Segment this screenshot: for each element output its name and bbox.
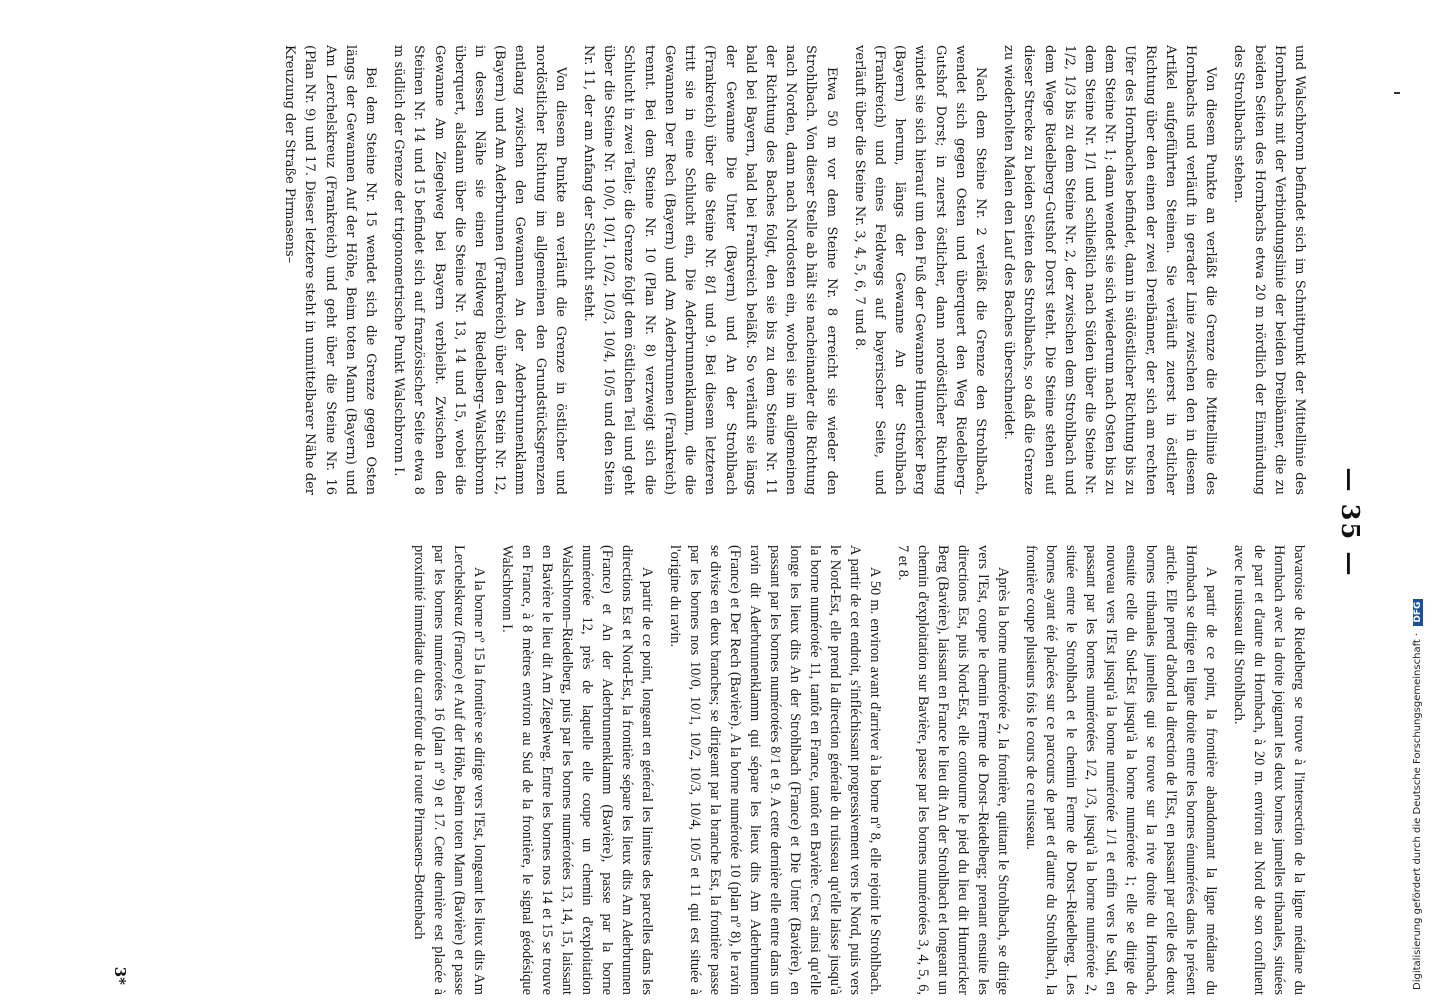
- german-column: [129, 45, 1309, 495]
- digitization-notice-text: Digitalisierung gefördert durch die Deutsche Forschungsgemeinschaft ·: [1412, 632, 1423, 990]
- german-paragraph: Bei dem Steine Nr. 15 wendet sich die Grenze gegen Osten längs der Gewannen Auf der Höhe, Beim toten Mann (Bayern) und Am Lerchelskreuz (Frankreich) und geht über die Steine Nr. 16 (Plan Nr. 9) und 17. Dieser letztere steht in unmittelbarer Nähe der Kreuzung der Straße Pirmasens–: [282, 45, 379, 495]
- french-paragraph: A partir de ce point, longeant en général les limites des parcelles dans les directions Est et Nord-Est, la frontière sépare les lieux dits Am Aderbrunnen (France) et An der Aderbrunnenklamm (Bavière), passe par la borne numérotée 12, près de laquelle elle coupe un chemin d'exploitation Walschbronn–Riedelberg, puis par les bornes numérotées 13, 14, 15, laissant en Bavière le lieu dit Am Ziegelweg. Entre les bornes nos 14 et 15 se trouve en France, à 8 mètres environ au Sud de la frontière, le signal géodésique Walschbronn I.: [499, 545, 655, 995]
- french-paragraph: Après la borne numérotée 2, la frontière, quittant le Strohlbach, se dirige vers l'Est, coupe le chemin Ferme de Dorst–Riedelberg; prenant ensuite les directions Est, puis Nord-Est, elle contourne le pied du lieu dit Humericker Berg (Bavière), laissant en France le lieu dit An der Strohlbach et longeant un chemin d'exploitation sur Bavière, passe par les bornes numérotées 3, 4, 5, 6, 7 et 8.: [895, 545, 1011, 995]
- german-paragraph: Etwa 50 m vor dem Steine Nr. 8 erreicht sie wieder den Strohlbach. Von dieser Stelle ab hält sie nacheinander die Richtung nach Norden, dann nach Nordosten ein, wobei sie im allgemeinen der Richtung des Baches folgt, den sie bis zu dem Steine Nr. 11 bald bei Bayern, bald bei Frankreich beläßt. So verläuft sie längs der Gewanne Die Unter (Bayern) und An der Strohlbach (Frankreich) über die Steine Nr. 8/1 und 9. Bei diesem letzteren tritt sie in eine Schlucht ein, Die Aderbrunnenklamm, die die Gewannen Der Rech (Bayern) und Am Aderbrunnen (Frankreich) trennt. Bei dem Steine Nr. 10 (Plan Nr. 8) verzweigt sich die Schlucht in zwei Teile; die Grenze folgt dem östlichen Teil und geht über die Steine Nr. 10/0, 10/1, 10/2, 10/3, 10/4, 10/5 und den Stein Nr. 11, der am Anfang der Schlucht steht.: [581, 45, 839, 495]
- german-paragraph: Von diesem Punkte an verläuft die Grenze in östlicher und nordöstlicher Richtung im allgemeinen den Grundstücksgrenzen entlang zwischen den Gewannen An der Aderbrunnenklamm (Bayern) und Am Aderbrunnen (Frankreich) über den Stein Nr. 12, in dessen Nähe sie einen Feldweg Riedelberg–Walschbronn überquert, alsdann über die Steine Nr. 13, 14 und 15, wobei die Gewanne Am Ziegelweg bei Bayern verbleibt. Zwischen den Steinen Nr. 14 und 15 befindet sich auf französischer Seite etwa 8 m südlich der Grenze der trigonometrische Punkt Walschbronn I.: [391, 45, 568, 495]
- french-paragraph: A partir de ce point, la frontière abandonnant la ligne médiane du Hornbach se dirige en ligne droite entre les bornes énumérées dans le présent article. Elle prend d'abord la direction de l'Est, en passant par celle des deux bornes tribanales jumelles qui se trouve sur la rive droite du Hornbach, ensuite celle du Sud-Est jusqu'à la borne numérotée 1; elle se dirige de nouveau vers l'Est jusqu'à la borne numérotée 1/1 et enfin vers le Sud, en passant par les bornes numérotées 1/2, 1/3, jusqu'à la borne numérotée 2, située entre le Strohlbach et le chemin Ferme de Dorst–Riedelberg. Les bornes ayant été placées sur ce parcours de part et d'autre du Strohlbach, la frontière coupe plusieurs fois le cours de ce ruisseau.: [1023, 545, 1219, 995]
- rotated-page: [95, 45, 1365, 1000]
- french-paragraph: A 50 m. environ avant d'arriver à la borne nº 8, elle rejoint le Strohlbach. A partir de cet endroit, s'infléchissant progressivement vers le Nord, puis vers le Nord-Est, elle prend la direction générale du ruisseau qu'elle laisse jusqu'à la borne numérotée 11, tantôt en France, tantôt en Bavière. C'est ainsi qu'elle longe les lieux dits An der Strohlbach (France) et Die Unter (Bavière), en passant par les bornes numérotées 8/1 et 9. A cette dernière elle entre dans un ravin dit Aderbrunnenklamm qui sépare les lieux dits Am Aderbrunnen (France) et Der Rech (Bavière). A la borne numérotée 10 (plan nº 8), le ravin se divise en deux branches; se dirigeant par la branche Est, la frontière passe par les bornes nos 10/0, 10/1, 10/2, 10/3, 10/4, 10/5 et 11 qui est située à l'origine du ravin.: [667, 545, 883, 995]
- dfg-logo: DFG: [1413, 599, 1423, 626]
- french-column: [129, 545, 1309, 995]
- signature-mark: 3*: [111, 966, 129, 985]
- german-paragraph: Nach dem Steine Nr. 2 verläßt die Grenze den Strohlbach, wendet sich gegen Osten und überquert den Weg Riedelberg–Gutshof Dorst; in zuerst östlicher, dann nordöstlicher Richtung windet sie sich hierauf um den Fuß der Gewanne Humericker Berg (Bayern) herum, längs der Gewanne An der Strohlbach (Frankreich) und eines Feldwegs auf bayerischer Seite, und verläuft über die Steine Nr. 3, 4, 5, 6, 7 und 8.: [851, 45, 988, 495]
- german-paragraph: Von diesem Punkte an verläßt die Grenze die Mittellinie des Hornbachs und verläuft in gerader Linie zwischen den in diesem Artikel aufgeführten Steinen. Sie verläuft zuerst in östlicher Richtung über den einen der zwei Dreibänner, der sich am rechten Ufer des Hornbaches befindet, dann in südöstlicher Richtung bis zu dem Steine Nr. 1; dann wendet sie sich wiederum nach Osten bis zu dem Steine Nr. 1/1 und schließlich nach Süden über die Steine Nr. 1/2, 1/3 bis zu dem Steine Nr. 2, der zwischen dem Strohlbach und dem Wege Riedelberg–Gutshof Dorst steht. Die Steine stehen auf dieser Strecke zu beiden Seiten des Strohlbachs, so daß die Grenze zu wiederholten Malen den Lauf des Baches überschneidet.: [1001, 45, 1219, 495]
- french-paragraph: A la borne nº 15 la frontière se dirige vers l'Est, longeant les lieux dits Am Lerchelskreuz (France) et Auf der Höhe, Beim toten Mann (Bavière) et passe par les bornes numérotées 16 (plan nº 9) et 17. Cette dernière est placée à proximité immédiate du carrefour de la route Pirmasens–Bottenbach: [411, 545, 487, 995]
- french-paragraph: bavaroise de Riedelberg se trouve à l'intersection de la ligne médiane du Hornbach avec la droite joignant les deux bornes jumelles tribanales, situées de part et d'autre du Hornbach, à 20 m. environ au Nord de son confluent avec le ruisseau dit Strohlbach.: [1231, 545, 1307, 995]
- page-number: — 35 —: [1336, 467, 1365, 578]
- german-paragraph: und Walschbronn befindet sich im Schnittpunkt der Mittellinie des Hornbachs mit der Verbindungslinie der beiden Dreibänner, die zu beiden Seiten des Hornbachs etwa 20 m nördlich der Einmündung des Strohlbachs stehen.: [1231, 45, 1307, 495]
- margin-mark: [1394, 92, 1400, 94]
- digitization-notice: [1412, 599, 1423, 990]
